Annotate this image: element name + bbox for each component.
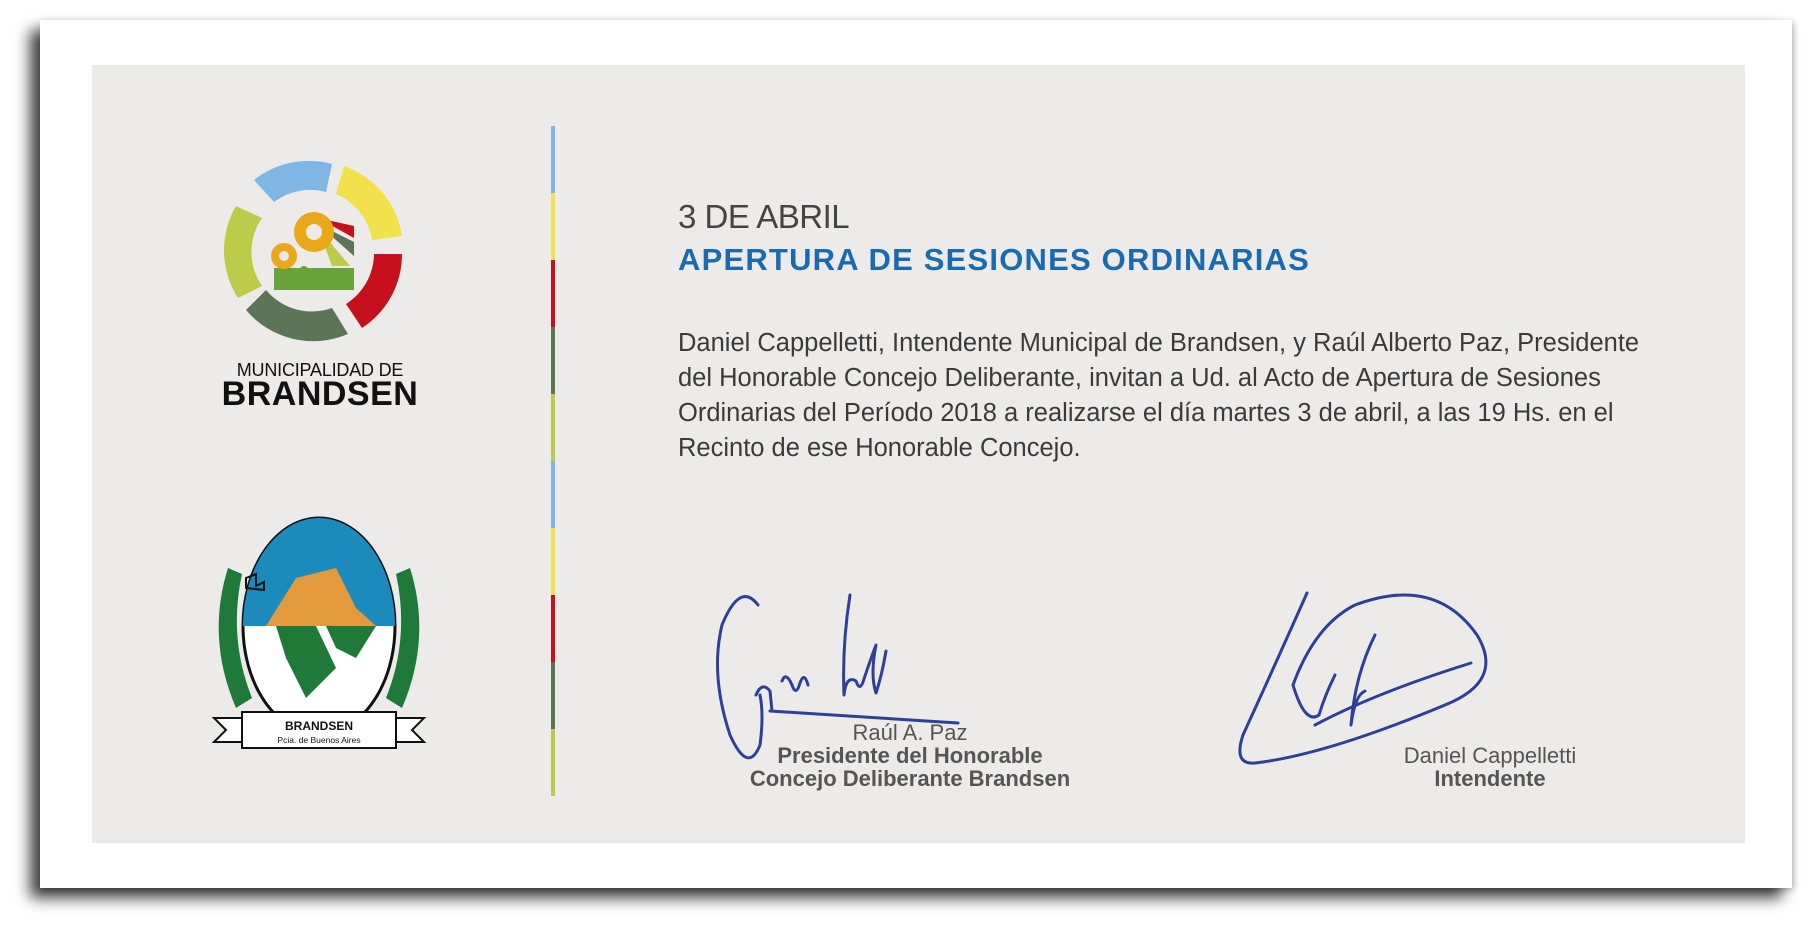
event-date: 3 DE ABRIL xyxy=(678,198,850,235)
invitation-body: Daniel Cappelletti, Intendente Municipal de Brandsen, y Raúl Alberto Paz, Presidente del Honorable Concejo Deliberante, invitan a Ud. al Acto de Apertura de Sesiones Ordinarias del Período 2018 a realizarse el día martes 3 de abril, a las 19 Hs. en el Recinto de ese Honorable Concejo. xyxy=(678,329,1640,462)
municipality-logo-icon xyxy=(222,158,408,348)
municipality-name-line1: MUNICIPALIDAD DE xyxy=(236,360,404,380)
event-title: APERTURA DE SESIONES ORDINARIAS xyxy=(678,242,1311,277)
municipality-name-line2: BRANDSEN xyxy=(221,375,419,413)
divider-segment xyxy=(551,193,555,260)
coat-of-arms-icon xyxy=(206,508,432,758)
divider-segment xyxy=(551,729,555,796)
divider-segment xyxy=(551,461,555,528)
signer-right-name: Daniel Cappelletti xyxy=(1403,743,1577,768)
color-divider xyxy=(551,126,555,796)
signer-left-role-line2: Concejo Deliberante Brandsen xyxy=(749,766,1071,791)
divider-segment xyxy=(551,327,555,394)
divider-segment xyxy=(551,126,555,193)
divider-segment xyxy=(551,595,555,662)
divider-segment xyxy=(551,528,555,595)
shield-subtitle: Pcia. de Buenos Aires xyxy=(277,735,361,745)
divider-segment xyxy=(551,662,555,729)
signer-left-name: Raúl A. Paz xyxy=(852,720,968,745)
signer-right-role: Intendente xyxy=(1434,766,1546,791)
shield-name: BRANDSEN xyxy=(284,719,354,733)
divider-segment xyxy=(551,260,555,327)
divider-segment xyxy=(551,394,555,461)
signer-left-role-line1: Presidente del Honorable xyxy=(777,743,1043,768)
